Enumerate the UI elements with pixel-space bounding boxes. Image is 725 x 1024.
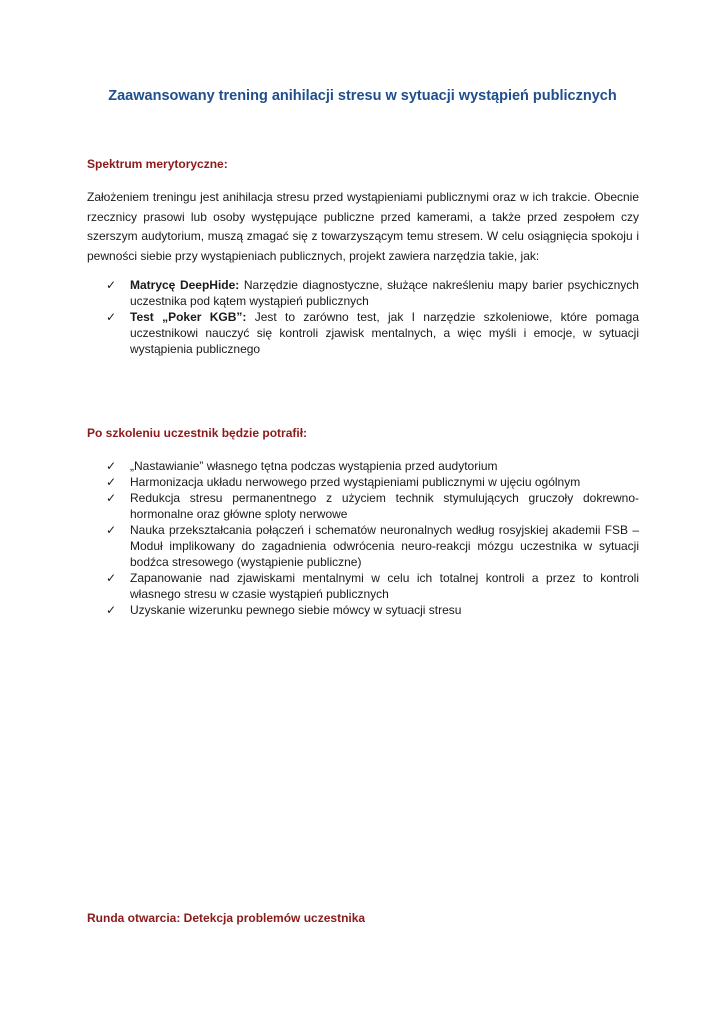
list-item bbox=[104, 570, 639, 602]
checkmark-icon: ✓ bbox=[106, 571, 117, 585]
list-item bbox=[104, 490, 639, 522]
outcomes-list bbox=[104, 458, 639, 618]
list-item bbox=[104, 602, 639, 618]
tool-name: Test „Poker KGB”: bbox=[130, 310, 247, 324]
outcome-text: „Nastawianie” własnego tętna podczas wystąpienia przed audytorium bbox=[130, 459, 498, 473]
checkmark-icon: ✓ bbox=[106, 491, 117, 505]
outcome-text: Nauka przekształcania połączeń i schematów neuronalnych według rosyjskiej akademii FSB – Moduł implikowany do zagadnienia odwrócenia neuro-reakcji mózgu uczestnika w sytuacji bodźca stresowego (wystąpienie publiczne) bbox=[130, 523, 639, 569]
checkmark-icon: ✓ bbox=[106, 278, 117, 292]
list-item bbox=[104, 522, 639, 570]
tool-description: Jest to zarówno test, jak I narzędzie szkoleniowe, które pomaga uczestnikowi nauczyć się kontroli zjawisk mentalnych, a więc myśli i emocje, w sytuacji wystąpienia publicznego bbox=[130, 310, 639, 356]
intro-paragraph: Założeniem treningu jest anihilacja stresu przed wystąpieniami publicznymi oraz w ich trakcie. Obecnie rzecznicy prasowi lub osoby występujące publiczne przed kamerami, a także przed zespołem czy szerszym audytorium, muszą zmagać się z towarzyszącym temu stresem. W celu osiągnięcia spokoju i pewności siebie przy wystąpieniach publicznych, projekt zawiera narzędzia takie, jak: bbox=[87, 190, 639, 263]
tool-name: Matrycę DeepHide: bbox=[130, 278, 240, 292]
document-title: Zaawansowany trening anihilacji stresu w sytuacji wystąpień publicznych bbox=[108, 88, 617, 104]
section-heading-spektrum: Spektrum merytoryczne: bbox=[87, 157, 228, 171]
list-item bbox=[104, 474, 639, 490]
checkmark-icon: ✓ bbox=[106, 603, 117, 617]
outcome-text: Redukcja stresu permanentnego z użyciem technik stymulujących gruczoły dokrewno-hormonalne oraz główne sploty nerwowe bbox=[130, 491, 639, 521]
list-item bbox=[104, 277, 639, 309]
outcome-text: Harmonizacja układu nerwowego przed wystąpieniami publicznymi w ujęciu ogólnym bbox=[130, 475, 581, 489]
checkmark-icon: ✓ bbox=[106, 523, 117, 537]
section-heading-outcomes: Po szkoleniu uczestnik będzie potrafił: bbox=[87, 426, 308, 440]
checkmark-icon: ✓ bbox=[106, 310, 117, 324]
section-heading-runda: Runda otwarcia: Detekcja problemów uczestnika bbox=[87, 911, 366, 925]
checkmark-icon: ✓ bbox=[106, 459, 117, 473]
outcome-text: Uzyskanie wizerunku pewnego siebie mówcy w sytuacji stresu bbox=[130, 603, 462, 617]
tools-list bbox=[104, 277, 639, 357]
tool-description: Narzędzie diagnostyczne, służące nakreśleniu mapy barier psychicznych uczestnika pod kątem wystąpień publicznych bbox=[130, 278, 639, 308]
list-item bbox=[104, 458, 639, 474]
list-item bbox=[104, 309, 639, 357]
outcome-text: Zapanowanie nad zjawiskami mentalnymi w celu ich totalnej kontroli a przez to kontroli własnego stresu w czasie wystąpień publicznych bbox=[130, 571, 639, 601]
checkmark-icon: ✓ bbox=[106, 475, 117, 489]
